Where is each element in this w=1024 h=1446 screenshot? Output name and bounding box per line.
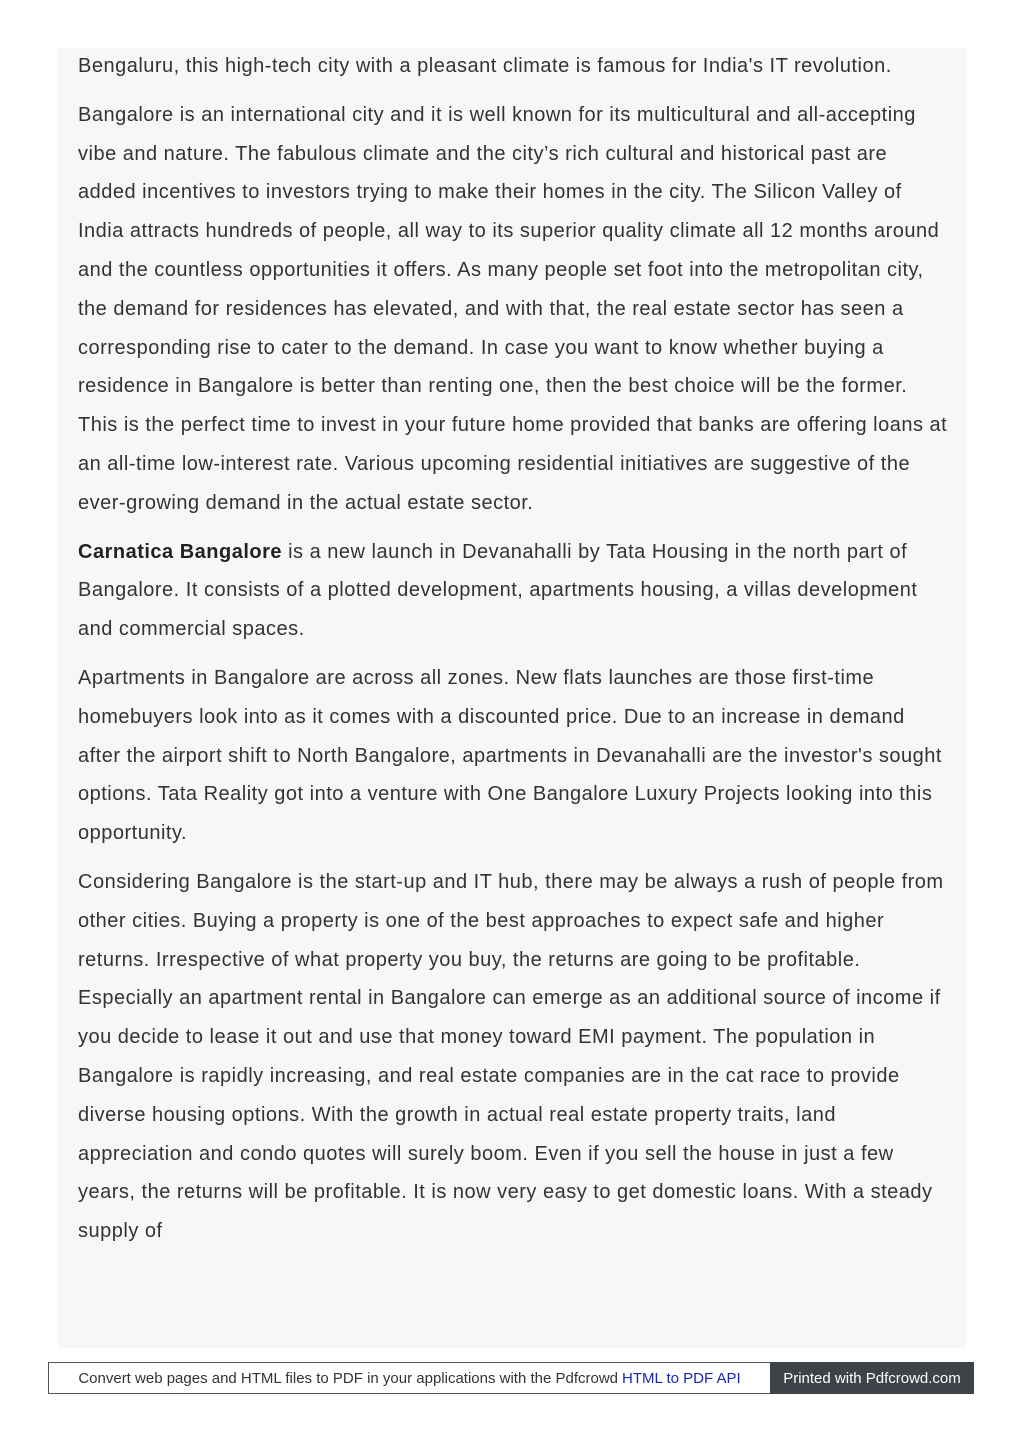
footer-convert-box [48, 1362, 770, 1394]
article-body [78, 47, 950, 1261]
paragraph-apartments: Apartments in Bangalore are across all zones. New flats launches are those first-time homebuyers look into as it comes with a discounted price. Due to an increase in demand after the airport shift to North Bangalore, apartments in Devanahalli are the investor's sought options. Tata Reality got into a venture with One Bangalore Luxury Projects looking into this opportunity. [78, 666, 942, 845]
footer-convert-text: Convert web pages and HTML files to PDF in your applications with the Pdfcrowd [78, 1369, 619, 1387]
carnatica-description: is a new launch in Devanahalli by Tata Housing in the north part of Bangalore. It consists of a plotted development, apartments housing, a villas development and commercial spaces. [78, 540, 918, 641]
html-to-pdf-api-link[interactable]: HTML to PDF API [622, 1369, 741, 1387]
carnatica-bangalore-bold: Carnatica Bangalore [78, 540, 283, 563]
footer-printed-with[interactable]: Printed with Pdfcrowd.com [770, 1362, 974, 1394]
pdfcrowd-footer [48, 1362, 974, 1394]
paragraph-bengaluru-intro: Bengaluru, this high-tech city with a pleasant climate is famous for India's IT revolution. [78, 55, 892, 77]
paragraph-startup-hub: Considering Bangalore is the start-up and IT hub, there may be always a rush of people from other cities. Buying a property is one of the best approaches to expect safe and higher returns. Irrespective of what property you buy, the returns are going to be profitable. Especially an apartment rental in Bangalore can emerge as an additional source of income if you decide to lease it out and use that money toward EMI payment. The population in Bangalore is rapidly increasing, and real estate companies are in the cat race to provide diverse housing options. With the growth in actual real estate property traits, land appreciation and condo quotes will surely boom. Even if you sell the house in just a few years, the returns will be profitable. It is now very easy to get domestic loans. With a steady supply of [78, 870, 944, 1243]
paragraph-bangalore-international: Bangalore is an international city and it is well known for its multicultural and all-accepting vibe and nature. The fabulous climate and the city’s rich cultural and historical past are added incentives to investors trying to make their homes in the city. The Silicon Valley of India attracts hundreds of people, all way to its superior quality climate all 12 months around and the countless opportunities it offers. As many people set foot into the metropolitan city, the demand for residences has elevated, and with that, the real estate sector has seen a corresponding rise to cater to the demand. In case you want to know whether buying a residence in Bangalore is better than renting one, then the best choice will be the former. This is the perfect time to invest in your future home provided that banks are offering loans at an all-time low-interest rate. Various upcoming residential initiatives are suggestive of the ever-growing demand in the actual estate sector. [78, 103, 948, 514]
paragraph-carnatica [78, 533, 950, 649]
